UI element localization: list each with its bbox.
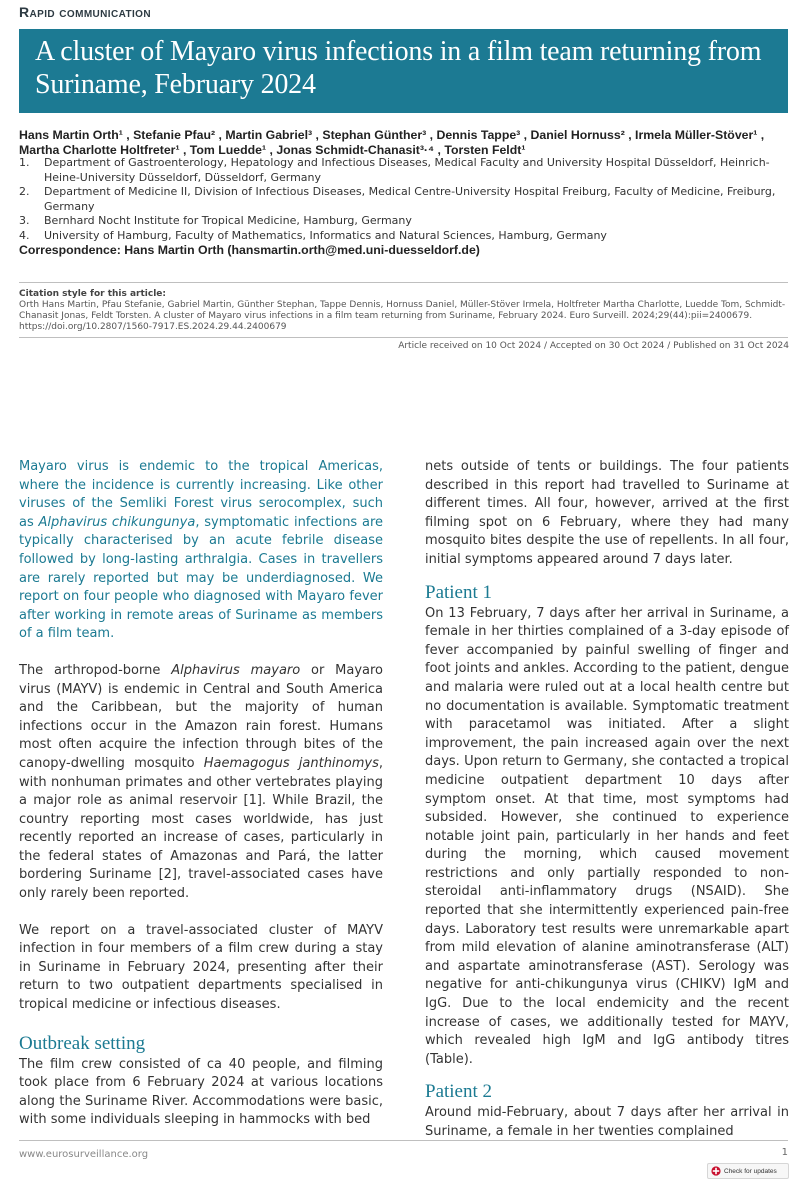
- affiliation-item: [19, 156, 794, 185]
- citation-heading: Citation style for this article:: [19, 289, 167, 299]
- title-banner: [19, 29, 788, 113]
- heading-patient-2: Patient 2: [425, 1081, 493, 1103]
- page-number: 1: [781, 1147, 788, 1158]
- correspondence: Correspondence: Hans Martin Orth (hansmartin.orth@med.uni-duesseldorf.de): [19, 243, 480, 257]
- affiliation-text: Bernhard Nocht Institute for Tropical Medicine, Hamburg, Germany: [44, 214, 412, 227]
- divider: [19, 337, 788, 338]
- left-column: [19, 458, 383, 1130]
- check-updates-label: Check for updates: [724, 1167, 777, 1175]
- continued-paragraph: nets outside of tents or buildings. The four patients described in this report had travelled to Suriname at different times. All four, however, arrived at the first filming spot on 6 February, where they had many mosquito bites despite the use of repellents. In all four, initial symptoms appeared around 7 days later.: [425, 459, 789, 567]
- right-column: [425, 458, 789, 1142]
- citation-text: Orth Hans Martin, Pfau Stefanie, Gabriel Martin, Günther Stephan, Tappe Dennis, Hornuss Daniel, Müller-Stöver Irmela, Holtfreter Martha Charlotte, Luedde Tom, Schmidt-Chanasit Jonas, Feldt Torsten. A cluster of Mayaro virus infections in a film team returning from Suriname, February 2024. Euro Surveill. 2024;29(44):pii=2400679. https://doi.org/10.2807/1560-7917.ES.2024.29.44.2400679: [19, 300, 786, 332]
- affiliation-text: Department of Gastroenterology, Hepatology and Infectious Diseases, Medical Faculty and University Hospital Düsseldorf, Heinrich-Heine-University Düsseldorf, Düsseldorf, Germany: [44, 156, 770, 184]
- affiliation-item: [19, 214, 794, 229]
- received-dates: Article received on 10 Oct 2024 / Accepted on 30 Oct 2024 / Published on 31 Oct 2024: [398, 341, 789, 351]
- check-updates-button[interactable]: [707, 1163, 789, 1179]
- outbreak-paragraph: The film crew consisted of ca 40 people, and filming took place from 6 February 2024 at various locations along the Suriname River. Accommodations were basic, with some individuals sleeping in hammocks with bed: [19, 1056, 383, 1128]
- article-title: A cluster of Mayaro virus infections in a film team returning from Suriname, February 2024: [35, 36, 762, 100]
- affiliation-number: 1.: [19, 156, 30, 169]
- divider: [19, 282, 788, 283]
- affiliation-list: [19, 156, 794, 243]
- affiliation-number: 2.: [19, 185, 30, 198]
- affiliation-item: [19, 185, 794, 214]
- affiliation-number: 4.: [19, 228, 30, 242]
- report-paragraph: We report on a travel-associated cluster of MAYV infection in four members of a film crew during a stay in Suriname in February 2024, presenting after their return to two outpatient departments specialised in tropical medicine or infectious diseases.: [19, 922, 383, 1013]
- affiliation-text: University of Hamburg, Faculty of Mathematics, Informatics and Natural Sciences, Hamburg, Germany: [44, 228, 607, 242]
- crossmark-icon: [711, 1166, 721, 1176]
- section-label: Rapid communication: [19, 4, 151, 20]
- intro-paragraph: The arthropod-borne Alphavirus mayaro or Mayaro virus (MAYV) is endemic in Central and South America and the Caribbean, but the majority of human infections occur in the Amazon rain forest. Humans most often acquire the infection through bites of the canopy-dwelling mosquito Haemagogus janthinomys, with nonhuman primates and other vertebrates playing a major role as animal reservoir [1]. While Brazil, the country reporting most cases worldwide, has just recently reported an increase of cases, particularly in the federal states of Amazonas and Pará, the latter bordering Suriname [2], travel-associated cases have only rarely been reported.: [19, 662, 384, 902]
- heading-patient-1: Patient 1: [425, 581, 493, 603]
- heading-outbreak-setting: Outbreak setting: [19, 1032, 146, 1054]
- journal-url-link[interactable]: www.eurosurveillance.org: [19, 1149, 149, 1160]
- patient-2-paragraph: Around mid-February, about 7 days after her arrival in Suriname, a female in her twenties complained: [425, 1105, 789, 1139]
- abstract: Mayaro virus is endemic to the tropical Americas, where the incidence is currently increasing. Like other viruses of the Semliki Forest virus serocomplex, such as Alphavirus chikungunya, symptomatic infections are typically characterised by an acute febrile disease followed by long-lasting arthralgia. Cases in travellers are rarely reported but may be underdiagnosed. We report on four people who diagnosed with Mayaro fever after working in remote areas of Suriname as members of a film team.: [19, 459, 384, 642]
- patient-1-paragraph: On 13 February, 7 days after her arrival in Suriname, a female in her thirties complained of a 3-day episode of fever accompanied by painful swelling of finger and foot joints and ankles. According to the patient, dengue and malaria were ruled out at a local health centre but no documentation is available. Symptomatic treatment with paracetamol was initiated. After a slight improvement, the pain increased again over the next days. Upon return to Germany, she contacted a tropical medicine outpatient department 10 days after symptom onset. At that time, most symptoms had subsided. However, she continued to experience notable joint pain, particularly in her hands and feet during the morning, which caused movement restrictions and only partially responded to non-steroidal anti-inflammatory drugs (NSAID). She reported that she intermittently experienced pain-free days. Laboratory test results were unremarkable apart from mild elevation of alanine aminotransferase (ALT) and aspartate aminotransferase (AST). Serology was negative for anti-chikungunya virus (CHIKV) IgM and IgG. Due to the local endemicity and the recent increase of cases, we additionally tested for MAYV, which revealed high IgM and IgG antibody titres (Table).: [425, 605, 789, 1067]
- affiliation-number: 3.: [19, 214, 30, 227]
- affiliation-text: Department of Medicine II, Division of Infectious Diseases, Medical Centre-University Hospital Freiburg, Faculty of Medicine, Freiburg, Germany: [44, 185, 776, 213]
- divider: [19, 1140, 788, 1141]
- author-list: Hans Martin Orth¹ , Stefanie Pfau² , Martin Gabriel³ , Stephan Günther³ , Dennis Tappe³ , Daniel Hornuss² , Irmela Müller-Stöver¹ , Martha Charlotte Holtfreter¹ , Tom Luedde¹ , Jonas Schmidt-Chanasit³·⁴ , Torsten Feldt¹: [19, 128, 765, 157]
- affiliation-item: [19, 229, 794, 244]
